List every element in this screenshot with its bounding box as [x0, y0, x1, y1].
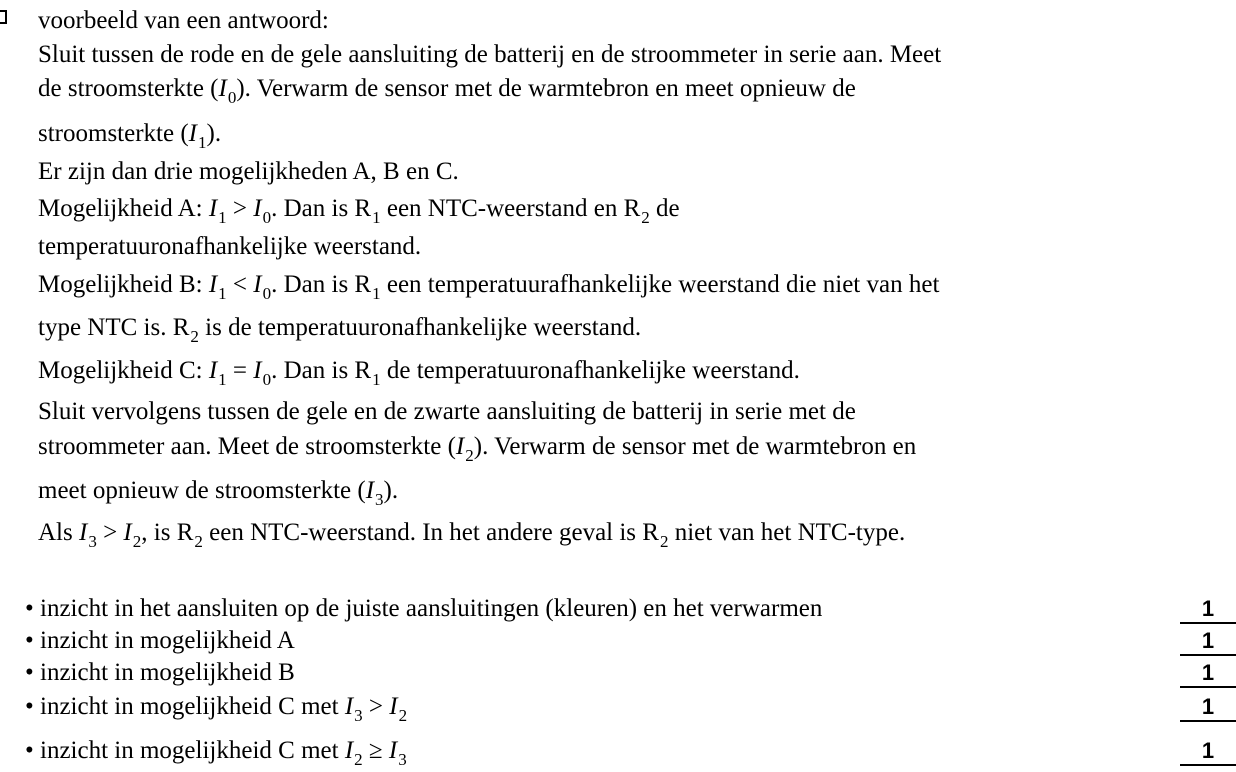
- criterion-points: 1: [1180, 660, 1236, 688]
- answer-line: meet opnieuw de stroomsterkte $(I_3)$.: [38, 477, 399, 509]
- answer-line: Als $I_3 > I_2$, is $R_2$ een NTC-weerstand. In het andere geval is $R_2$ niet van het NTC-type.: [38, 519, 906, 551]
- criterion-text: • inzicht in het aansluiten op de juiste aansluitingen (kleuren) en het verwarmen: [25, 595, 823, 622]
- answer-line: Sluit tussen de rode en de gele aansluiting de batterij en de stroommeter in serie aan. Meet: [38, 41, 942, 68]
- criterion-text: • inzicht in mogelijkheid C met $I_3 > I_2$: [25, 693, 408, 725]
- answer-line: stroommeter aan. Meet de stroomsterkte $(I_2)$. Verwarm de sensor met de warmtebron en: [38, 433, 917, 465]
- answer-line: Sluit vervolgens tussen de gele en de zwarte aansluiting de batterij in serie met de: [38, 398, 856, 425]
- criterion-points: 1: [1180, 628, 1236, 656]
- answer-line: de stroomsterkte $(I_0)$. Verwarm de sensor met de warmtebron en meet opnieuw de: [38, 75, 856, 107]
- criterion-points: 1: [1180, 738, 1236, 766]
- answer-line: Mogelijkheid B: $I_1 < I_0$. Dan is $R_1$ een temperatuurafhankelijke weerstand die niet van het: [38, 271, 940, 303]
- criterion-points: 1: [1180, 596, 1236, 624]
- answer-line: Mogelijkheid A: $I_1 > I_0$. Dan is $R_1$ een NTC-weerstand en $R_2$ de: [38, 195, 680, 227]
- criterion-text: • inzicht in mogelijkheid C met $I_2 \ge I_3$: [25, 737, 407, 769]
- criterion-points: 1: [1180, 694, 1236, 722]
- answer-line: Mogelijkheid C: $I_1 = I_0$. Dan is $R_1$ de temperatuuronafhankelijke weerstand.: [38, 357, 800, 389]
- answer-heading: voorbeeld van een antwoord:: [38, 7, 329, 34]
- criterion-text: • inzicht in mogelijkheid B: [25, 659, 295, 686]
- answer-line: stroomsterkte $(I_1)$.: [38, 120, 222, 152]
- answer-marker: [0, 10, 7, 24]
- answer-line: Er zijn dan drie mogelijkheden A, B en C.: [38, 158, 459, 185]
- answer-line: type NTC is. $R_2$ is de temperatuuronafhankelijke weerstand.: [38, 314, 642, 346]
- criterion-text: • inzicht in mogelijkheid A: [25, 627, 295, 654]
- answer-line: temperatuuronafhankelijke weerstand.: [38, 233, 422, 260]
